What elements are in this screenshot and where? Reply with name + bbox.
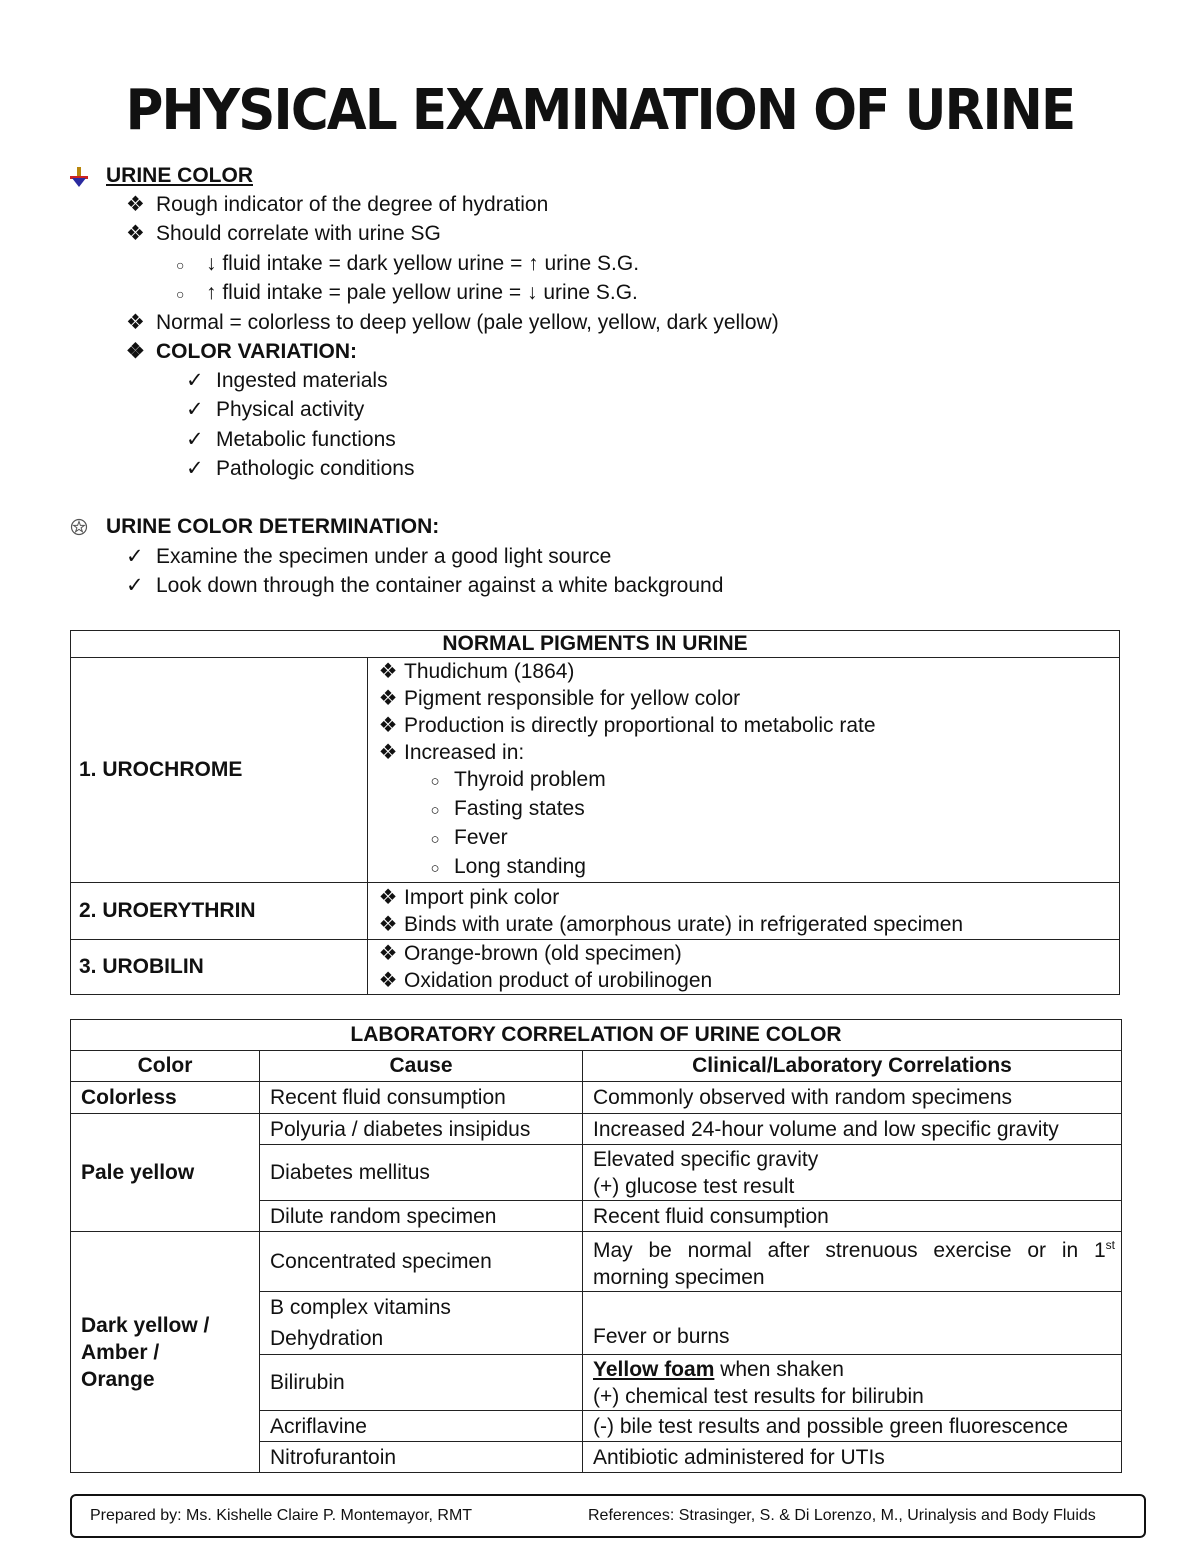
- references: References: Strasinger, S. & Di Lorenzo, M., Urinalysis and Body Fluids: [588, 1507, 1096, 1524]
- circle-bullet-icon: ○: [176, 257, 185, 273]
- cause-cell: Acriflavine: [260, 1411, 583, 1442]
- list-item: ○ Fever: [368, 824, 1119, 853]
- table-row: [71, 1082, 1122, 1114]
- correlation-cell: Commonly observed with random specimens: [583, 1082, 1122, 1114]
- check-item: ✓ Physical activity: [186, 398, 365, 421]
- correlation-cell: Yellow foam when shaken (+) chemical test results for bilirubin: [583, 1355, 1122, 1411]
- list-item: ❖ Production is directly proportional to metabolic rate: [368, 712, 1119, 739]
- table-row: [71, 658, 1120, 883]
- diamond-bullet-icon: ❖: [126, 311, 145, 334]
- column-header: Clinical/Laboratory Correlations: [583, 1051, 1122, 1082]
- table-row: [71, 940, 1120, 995]
- diamond-bullet-icon: ❖: [378, 741, 398, 764]
- check-item: ✓ Metabolic functions: [186, 428, 396, 451]
- list-item: ❖ Orange-brown (old specimen): [368, 940, 1119, 967]
- correlation-cell: Antibiotic administered for UTIs: [583, 1442, 1122, 1473]
- correlation-cell: Recent fluid consumption: [583, 1201, 1122, 1232]
- diamond-bullet-icon: ❖: [378, 942, 398, 965]
- correlation-cell: (-) bile test results and possible green fluorescence: [583, 1411, 1122, 1442]
- check-icon: ✓: [186, 457, 204, 480]
- list-item: ○ Fasting states: [368, 795, 1119, 824]
- cause-cell: Nitrofurantoin: [260, 1442, 583, 1473]
- cause-cell: Concentrated specimen: [260, 1232, 583, 1292]
- pigment-name: 3. UROBILIN: [71, 940, 368, 995]
- diamond-bullet-icon: ❖: [378, 886, 398, 909]
- pigment-name: 2. UROERYTHRIN: [71, 883, 368, 940]
- correlation-cell: May be normal after strenuous exercise or in 1st morning specimen: [583, 1232, 1122, 1292]
- correlation-cell: Increased 24-hour volume and low specific gravity: [583, 1114, 1122, 1145]
- table-title: LABORATORY CORRELATION OF URINE COLOR: [71, 1020, 1122, 1051]
- color-variation-heading: ❖ COLOR VARIATION:: [126, 340, 358, 363]
- down-arrow-bullet-icon: [68, 166, 90, 188]
- circle-bullet-icon: ○: [430, 860, 440, 877]
- star-circle-bullet-icon: [70, 518, 88, 536]
- column-header: Cause: [260, 1051, 583, 1082]
- table-row: [71, 1114, 1122, 1145]
- sub-bullet-item: ○ ↑ fluid intake = pale yellow urine = ↓ urine S.G.: [176, 280, 638, 307]
- diamond-bullet-icon: ❖: [378, 913, 398, 936]
- lab-correlation-table: [70, 1019, 1122, 1473]
- diamond-bullet-icon: ❖: [378, 660, 398, 683]
- cause-cell: Polyuria / diabetes insipidus: [260, 1114, 583, 1145]
- list-item: ❖ Import pink color: [368, 884, 1119, 911]
- cause-cell: Bilirubin: [260, 1355, 583, 1411]
- correlation-cell: Fever or burns: [583, 1292, 1122, 1355]
- determination-heading: URINE COLOR DETERMINATION:: [106, 515, 440, 538]
- prepared-by: Prepared by: Ms. Kishelle Claire P. Montemayor, RMT: [90, 1507, 473, 1524]
- diamond-bullet-icon: ❖: [126, 340, 145, 363]
- bullet-item: ❖ Normal = colorless to deep yellow (pale yellow, yellow, dark yellow): [126, 311, 779, 334]
- list-item: ❖ Thudichum (1864): [368, 658, 1119, 685]
- correlation-cell: Elevated specific gravity (+) glucose test result: [583, 1145, 1122, 1201]
- check-item: ✓ Look down through the container against a white background: [126, 574, 724, 597]
- check-item: ✓ Pathologic conditions: [186, 457, 415, 480]
- cause-cell: Diabetes mellitus: [260, 1145, 583, 1201]
- list-item: ○ Long standing: [368, 853, 1119, 882]
- check-icon: ✓: [126, 574, 144, 597]
- diamond-bullet-icon: ❖: [378, 687, 398, 710]
- urine-color-heading: URINE COLOR: [106, 164, 253, 187]
- list-item: ❖ Binds with urate (amorphous urate) in refrigerated specimen: [368, 911, 1119, 938]
- circle-bullet-icon: ○: [176, 286, 185, 302]
- bullet-item: ❖ Should correlate with urine SG: [126, 222, 441, 245]
- check-icon: ✓: [186, 398, 204, 421]
- normal-pigments-table: [70, 630, 1120, 995]
- page-title: PHYSICAL EXAMINATION OF URINE: [125, 78, 1075, 143]
- cause-cell: Recent fluid consumption: [260, 1082, 583, 1114]
- diamond-bullet-icon: ❖: [126, 193, 145, 216]
- diamond-bullet-icon: ❖: [126, 222, 145, 245]
- color-cell: Dark yellow / Amber / Orange: [71, 1232, 260, 1473]
- sub-bullet-item: ○ ↓ fluid intake = dark yellow urine = ↑ urine S.G.: [176, 251, 639, 278]
- list-item: ❖ Increased in:: [368, 739, 1119, 766]
- check-item: ✓ Ingested materials: [186, 369, 388, 392]
- list-item: ○ Thyroid problem: [368, 766, 1119, 795]
- color-cell: Pale yellow: [71, 1114, 260, 1232]
- list-item: ❖ Pigment responsible for yellow color: [368, 685, 1119, 712]
- check-icon: ✓: [186, 428, 204, 451]
- footer-box: [70, 1494, 1146, 1538]
- table-row: [71, 1232, 1122, 1292]
- check-icon: ✓: [186, 369, 204, 392]
- cause-cell: B complex vitamins Dehydration: [260, 1292, 583, 1355]
- bullet-item: ❖ Rough indicator of the degree of hydration: [126, 193, 549, 216]
- diamond-bullet-icon: ❖: [378, 714, 398, 737]
- circle-bullet-icon: ○: [430, 773, 440, 790]
- table-title: NORMAL PIGMENTS IN URINE: [71, 631, 1120, 658]
- list-item: ❖ Oxidation product of urobilinogen: [368, 967, 1119, 994]
- column-header: Color: [71, 1051, 260, 1082]
- pigment-name: 1. UROCHROME: [71, 658, 368, 883]
- circle-bullet-icon: ○: [430, 802, 440, 819]
- circle-bullet-icon: ○: [430, 831, 440, 848]
- diamond-bullet-icon: ❖: [378, 969, 398, 992]
- check-icon: ✓: [126, 545, 144, 568]
- color-cell: Colorless: [71, 1082, 260, 1114]
- cause-cell: Dilute random specimen: [260, 1201, 583, 1232]
- check-item: ✓ Examine the specimen under a good light source: [126, 545, 612, 568]
- table-row: [71, 883, 1120, 940]
